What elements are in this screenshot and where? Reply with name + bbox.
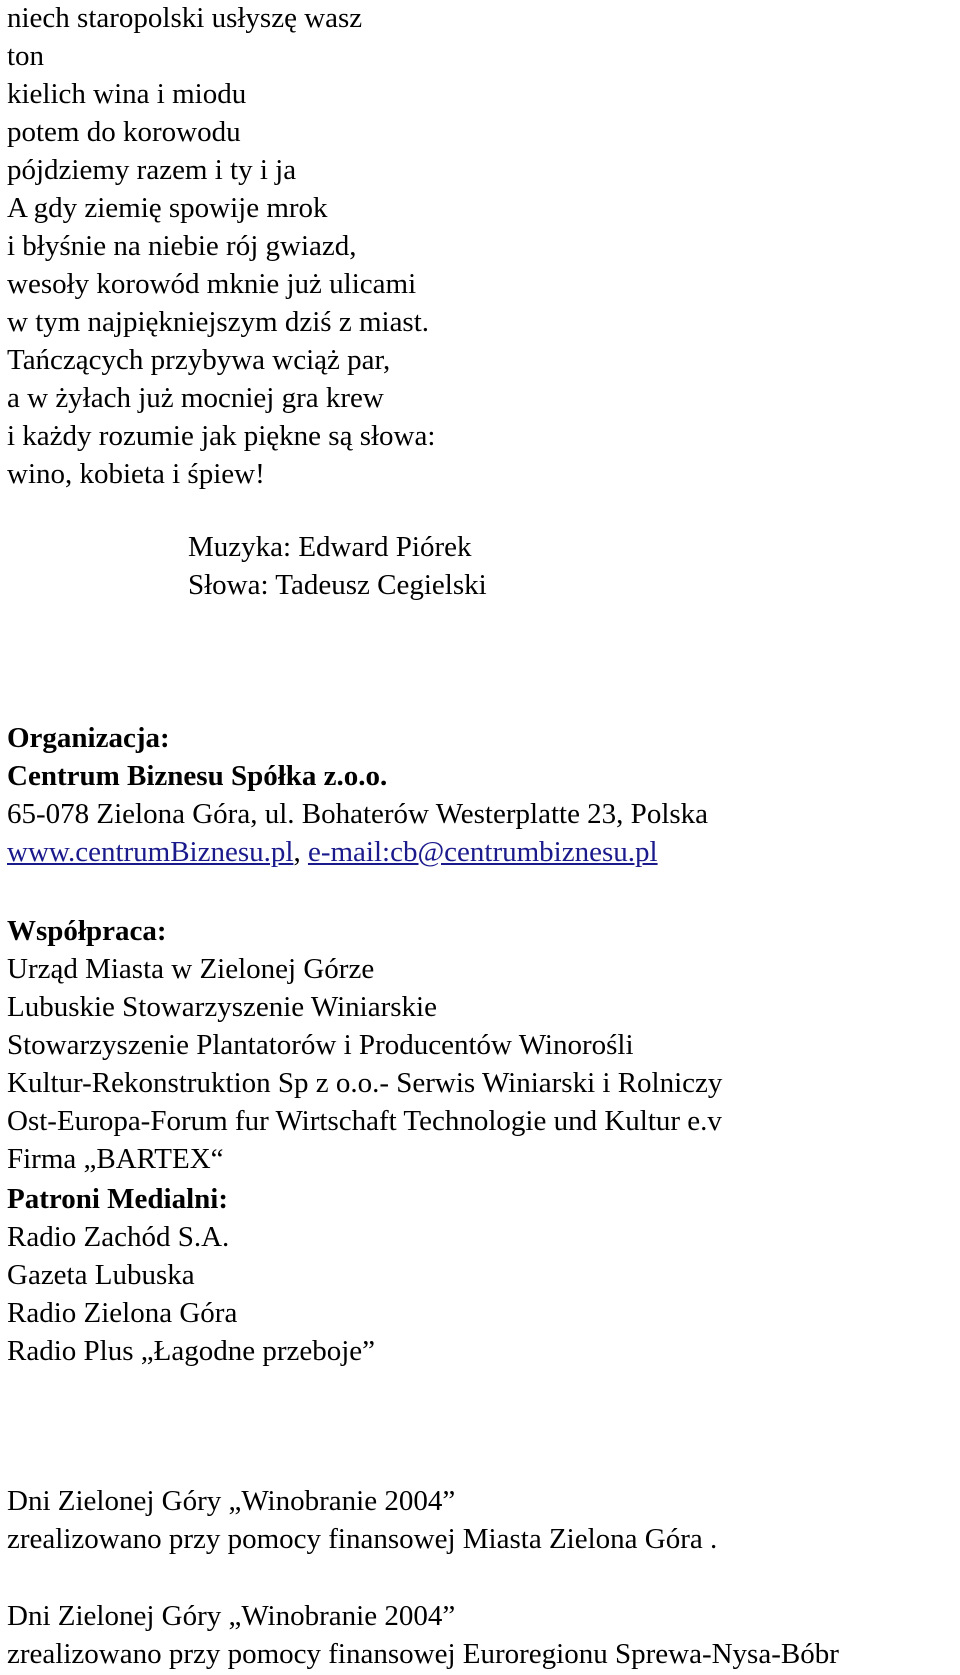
organization-address: 65-078 Zielona Góra, ul. Bohaterów Westerplatte 23, Polska — [7, 798, 709, 830]
email-link[interactable]: e-mail:cb@centrumbiznesu.pl — [307, 836, 658, 868]
poem-line: a w żyłach już mocniej gra krew — [7, 382, 384, 414]
cooperation-item: Lubuskie Stowarzyszenie Winiarskie — [7, 991, 437, 1023]
poem-line: Tańczących przybywa wciąż par, — [7, 344, 391, 376]
poem-line: niech staropolski usłyszę wasz — [7, 2, 363, 34]
funding-note-euroregion — [7, 1597, 839, 1673]
cooperation-item: Firma „BARTEX“ — [7, 1143, 224, 1175]
cooperation-item: Kultur-Rekonstruktion Sp z o.o.- Serwis Winiarski i Rolniczy — [7, 1067, 723, 1099]
poem-line: ton — [7, 40, 45, 72]
poem-line: potem do korowodu — [7, 116, 241, 148]
poem-line: kielich wina i miodu — [7, 78, 247, 110]
media-patron-item: Gazeta Lubuska — [7, 1259, 195, 1291]
poem-line: pójdziemy razem i ty i ja — [7, 154, 297, 186]
lyrics-credit: Słowa: Tadeusz Cegielski — [188, 569, 487, 601]
organization-name: Centrum Biznesu Spółka z.o.o. — [7, 760, 388, 792]
poem-line: i każdy rozumie jak piękne są słowa: — [7, 420, 436, 452]
poem-line: i błyśnie na niebie rój gwiazd, — [7, 230, 357, 262]
poem-stanza — [7, 0, 435, 493]
contact-separator: , — [293, 836, 308, 868]
funding-note: zrealizowano przy pomocy finansowej Miasta Zielona Góra . — [7, 1523, 718, 1555]
organization-heading: Organizacja: — [7, 722, 170, 754]
cooperation-heading: Współpraca: — [7, 915, 167, 947]
funding-event: Dni Zielonej Góry „Winobranie 2004” — [7, 1600, 456, 1632]
poem-line: wesoły korowód mknie już ulicami — [7, 268, 417, 300]
cooperation-section — [7, 912, 722, 1178]
media-patron-item: Radio Zielona Góra — [7, 1297, 238, 1329]
funding-event: Dni Zielonej Góry „Winobranie 2004” — [7, 1485, 456, 1517]
media-patrons-heading: Patroni Medialni: — [7, 1183, 228, 1215]
organization-section — [7, 719, 708, 871]
media-patron-item: Radio Zachód S.A. — [7, 1221, 230, 1253]
media-patron-item: Radio Plus „Łagodne przeboje” — [7, 1335, 376, 1367]
website-link[interactable]: www.centrumBiznesu.pl — [7, 836, 294, 868]
poem-line: A gdy ziemię spowije mrok — [7, 192, 328, 224]
funding-note: zrealizowano przy pomocy finansowej Euroregionu Sprewa-Nysa-Bóbr — [7, 1638, 839, 1670]
cooperation-item: Ost-Europa-Forum fur Wirtschaft Technologie und Kultur e.v — [7, 1105, 722, 1137]
cooperation-item: Urząd Miasta w Zielonej Górze — [7, 953, 375, 985]
music-credit: Muzyka: Edward Piórek — [188, 531, 472, 563]
funding-note-city — [7, 1482, 717, 1558]
organization-contact — [7, 833, 708, 871]
poem-line: w tym najpiękniejszym dziś z miast. — [7, 306, 430, 338]
cooperation-item: Stowarzyszenie Plantatorów i Producentów Winorośli — [7, 1029, 634, 1061]
song-credits — [188, 528, 487, 604]
poem-line: wino, kobieta i śpiew! — [7, 458, 265, 490]
media-patrons-section — [7, 1180, 375, 1370]
